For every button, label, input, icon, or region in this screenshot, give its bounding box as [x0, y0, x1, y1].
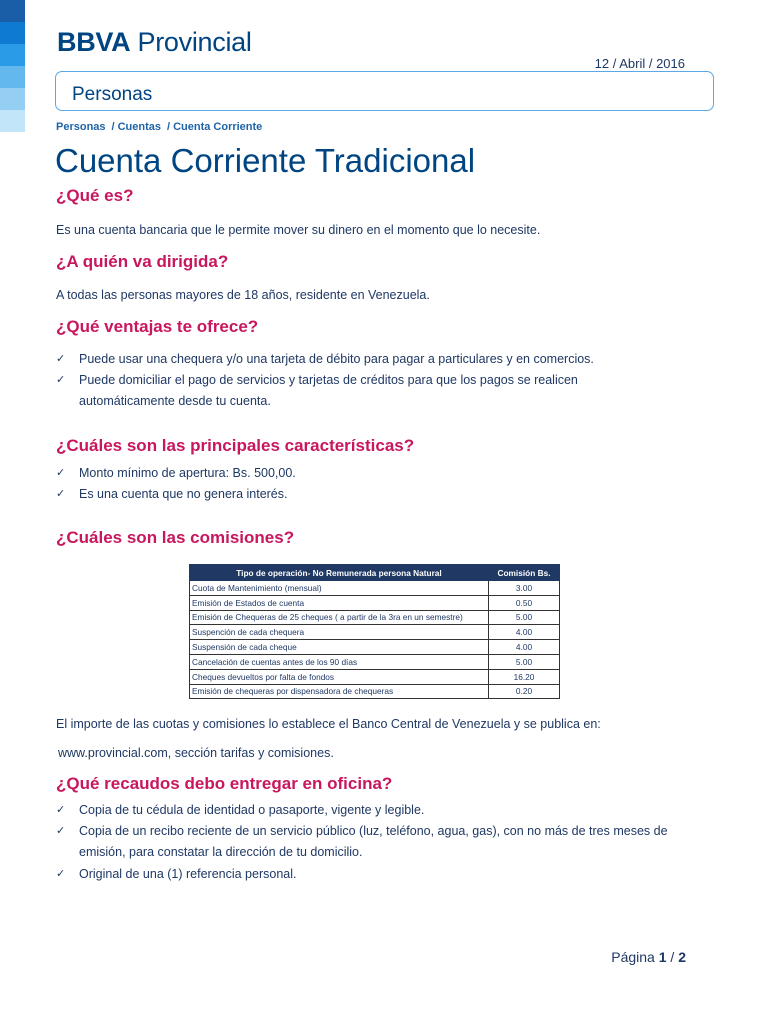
operation-cell: Emisión de Chequeras de 25 cheques ( a partir de la 3ra en un semestre)	[190, 610, 489, 625]
page-number	[611, 949, 686, 965]
section-label: Personas	[72, 84, 153, 105]
logo-rest: Provincial	[137, 27, 252, 57]
list-item-text: Puede domiciliar el pago de servicios y tarjetas de créditos para que los pagos se realicen automáticamente desde tu cuenta.	[79, 373, 578, 408]
operation-cell: Cuota de Mantenimiento (mensual)	[190, 581, 489, 596]
breadcrumb-separator: /	[111, 121, 115, 133]
que-es-text: Es una cuenta bancaria que le permite mover su dinero en el momento que lo necesite.	[56, 223, 541, 237]
breadcrumb-item[interactable]: Cuentas	[117, 121, 161, 133]
operation-cell: Emisión de Estados de cuenta	[190, 595, 489, 610]
fee-cell: 16.20	[489, 669, 560, 684]
dirigida-text: A todas las personas mayores de 18 años, residente en Venezuela.	[56, 288, 430, 302]
logo-bold: BBVA	[57, 27, 131, 57]
stripe-block	[0, 22, 25, 44]
table-row	[190, 595, 560, 610]
list-item-text: Copia de un recibo reciente de un servicio público (luz, teléfono, agua, gas), con no más de tres meses de emisión, para constatar la dirección de tu domicilio.	[79, 824, 668, 859]
table-row	[190, 625, 560, 640]
breadcrumb	[56, 121, 262, 133]
heading-ventajas: ¿Qué ventajas te ofrece?	[56, 317, 259, 336]
check-icon: ✓	[56, 825, 66, 837]
page-separator: /	[670, 949, 675, 965]
fee-cell: 5.00	[489, 654, 560, 669]
list-item-text: Original de una (1) referencia personal.	[79, 867, 297, 881]
table-row	[190, 610, 560, 625]
brand-stripe	[0, 0, 25, 132]
fee-cell: 5.00	[489, 610, 560, 625]
total-pages: 2	[678, 949, 686, 965]
breadcrumb-item[interactable]: Personas	[56, 121, 106, 133]
table-row	[190, 669, 560, 684]
list-item-text: Puede usar una chequera y/o una tarjeta de débito para pagar a particulares y en comercios.	[79, 352, 594, 366]
fee-cell: 4.00	[489, 625, 560, 640]
check-icon: ✓	[56, 804, 66, 816]
heading-recaudos: ¿Qué recaudos debo entregar en oficina?	[56, 774, 393, 793]
bbva-logo	[57, 27, 252, 58]
page-label: Página	[611, 949, 655, 965]
fees-table	[189, 564, 560, 699]
table-row	[190, 684, 560, 699]
check-icon: ✓	[56, 353, 66, 365]
list-item-text: Copia de tu cédula de identidad o pasaporte, vigente y legible.	[79, 803, 425, 817]
list-item-text: Monto mínimo de apertura: Bs. 500,00.	[79, 466, 296, 480]
stripe-block	[0, 88, 25, 110]
fee-cell: 0.20	[489, 684, 560, 699]
heading-que-es: ¿Qué es?	[56, 186, 134, 205]
breadcrumb-item[interactable]: Cuenta Corriente	[173, 121, 263, 133]
check-icon: ✓	[56, 374, 66, 386]
current-page: 1	[658, 949, 667, 965]
table-row	[190, 654, 560, 669]
column-header: Comisión Bs.	[489, 565, 560, 581]
heading-comisiones: ¿Cuáles son las comisiones?	[56, 528, 295, 547]
fee-cell: 0.50	[489, 595, 560, 610]
check-icon: ✓	[56, 868, 66, 880]
stripe-block	[0, 44, 25, 66]
operation-cell: Cheques devueltos por falta de fondos	[190, 669, 489, 684]
document-date: 12 / Abril / 2016	[594, 56, 685, 71]
check-icon: ✓	[56, 467, 66, 479]
operation-cell: Suspensión de cada cheque	[190, 640, 489, 655]
fees-note: El importe de las cuotas y comisiones lo establece el Banco Central de Venezuela y se publica en:	[56, 717, 601, 731]
operation-cell: Emisión de chequeras por dispensadora de chequeras	[190, 684, 489, 699]
page-title: Cuenta Corriente Tradicional	[55, 142, 476, 179]
breadcrumb-separator: /	[167, 121, 171, 133]
operation-cell: Cancelación de cuentas antes de los 90 días	[190, 654, 489, 669]
table-row	[190, 581, 560, 596]
list-item-text: Es una cuenta que no genera interés.	[79, 487, 288, 501]
section-header	[55, 71, 714, 111]
stripe-block	[0, 110, 25, 132]
heading-caracteristicas: ¿Cuáles son las principales características?	[56, 436, 415, 455]
fees-link-note[interactable]: www.provincial.com, sección tarifas y comisiones.	[58, 746, 334, 760]
check-icon: ✓	[56, 488, 66, 500]
stripe-block	[0, 0, 25, 22]
fee-cell: 3.00	[489, 581, 560, 596]
heading-dirigida: ¿A quién va dirigida?	[56, 252, 229, 271]
fee-cell: 4.00	[489, 640, 560, 655]
stripe-block	[0, 66, 25, 88]
column-header: Tipo de operación- No Remunerada persona Natural	[190, 565, 489, 581]
operation-cell: Suspención de cada chequera	[190, 625, 489, 640]
table-header-row	[190, 565, 560, 581]
table-row	[190, 640, 560, 655]
